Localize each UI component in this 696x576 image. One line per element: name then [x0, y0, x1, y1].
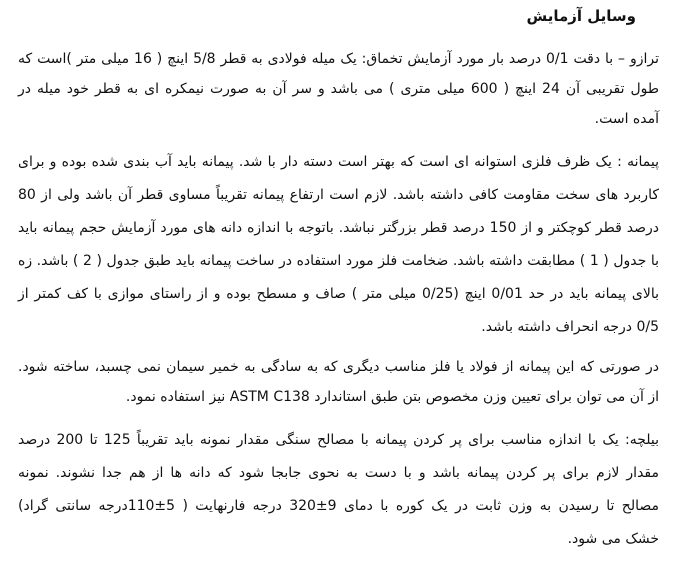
paragraph-measure [18, 146, 659, 344]
text-line: مصالح تا رسیدن به وزن ثابت در یک کوره با دمای 9±320 درجه فارنهایت ( 5±110درجه سانتی گراد) [18, 498, 659, 514]
text-line: طول تقریبی آن 24 اینچ ( 600 میلی متری ) می باشد و سر آن به صورت نیمکره ای به قطر خود میله در [18, 81, 659, 97]
paragraph-astm-note [18, 352, 659, 412]
text-line: کاربرد های سخت مقاومت کافی داشته باشد. لازم است ارتفاع پیمانه تقریباً مساوی قطر آن باشد ولی از 80 [18, 187, 659, 203]
text-line: بالای پیمانه باید در حد 0/01 اینچ (0/25 میلی متر ) صاف و مسطح بوده و از راستای موازی با کف کمتر از [18, 286, 659, 302]
paragraph-scale-rod [18, 44, 659, 134]
section-heading: وسایل آزمایش [526, 7, 636, 25]
text-line: مقدار لازم برای پر کردن پیمانه باشد و با دست به نحوی جابجا شود که دانه ها از هم جدا نشوند. نمونه [18, 465, 659, 481]
text-line: با جدول ( 1 ) مطابقت داشته باشد. ضخامت فلز مورد استفاده در ساخت پیمانه باید طبق جدول ( 2 ) باشد. زه [18, 253, 660, 269]
text-line: ترازو – با دقت 0/1 درصد بار مورد آزمایش تخماق: یک میله فولادی به قطر 5/8 اینچ ( 16 میلی متر )است که [18, 51, 659, 67]
text-line: آمده است. [594, 111, 659, 127]
text-line: از آن می توان برای تعیین وزن مخصوص بتن طبق استاندارد ASTM C138 نیز استفاده نمود. [125, 389, 659, 405]
text-line: پیمانه : یک ظرف فلزی استوانه ای است که بهتر است دسته دار با شد. پیمانه باید آب بندی شده بوده و برای [18, 154, 659, 170]
text-line: 0/5 درجه انحراف داشته باشد. [481, 319, 659, 335]
paragraph-shovel [18, 424, 659, 556]
text-line: در صورتی که این پیمانه از فولاد یا فلز مناسب دیگری که به سادگی به خمیر سیمان نمی چسبد، ساخته شود. [18, 359, 659, 375]
text-line: بیلچه: یک با اندازه مناسب برای پر کردن پیمانه با مصالح سنگی مقدار نمونه باید تقریباً 125 تا 200 درصد [18, 432, 660, 448]
text-line: خشک می شود. [567, 531, 659, 547]
text-line: درصد قطر کوچکتر و از 150 درصد قطر بزرگتر نباشد. باتوجه با اندازه دانه های مورد آزمایش حجم پیمانه باید [18, 220, 660, 236]
